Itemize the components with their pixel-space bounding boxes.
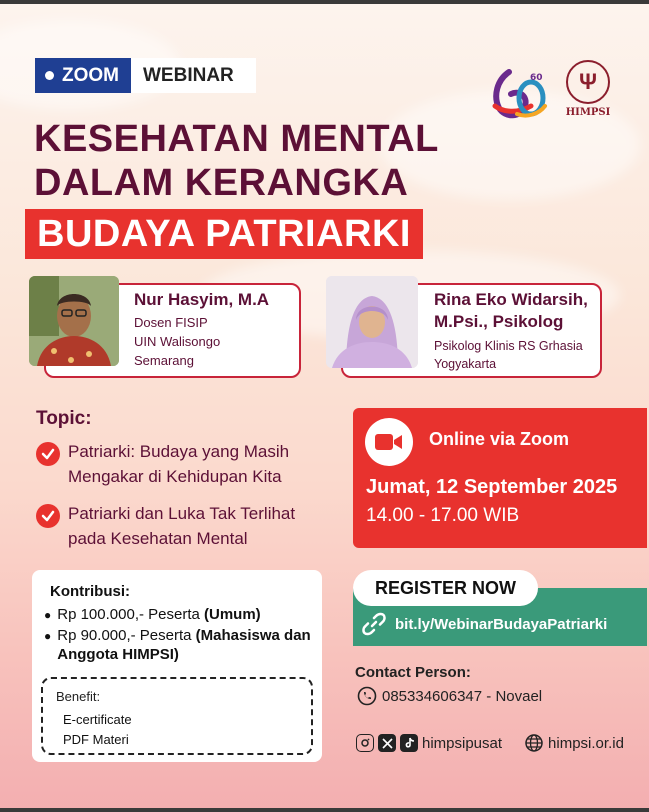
- dot-icon: [45, 71, 54, 80]
- speaker-name-1: Nur Hasyim, M.A: [134, 290, 270, 309]
- speaker-name-2: Rina Eko Widarsih, M.Psi., Psikolog: [434, 290, 588, 332]
- himpsi-emblem-icon: Ψ: [566, 60, 610, 104]
- whatsapp-icon: [357, 686, 377, 706]
- topic-item-2: Patriarki dan Luka Tak Terlihat pada Kesehatan Mental: [36, 502, 336, 551]
- social-handle[interactable]: himpsipusat: [422, 734, 503, 752]
- event-info-box: [353, 408, 647, 548]
- x-twitter-icon[interactable]: [378, 734, 396, 752]
- website-link[interactable]: himpsi.or.id: [548, 734, 624, 752]
- zoom-label-box: [35, 58, 131, 93]
- page-title-line1: KESEHATAN MENTAL: [34, 118, 439, 160]
- link-icon: [361, 611, 387, 637]
- contact-phone[interactable]: 085334606347 - Novael: [382, 687, 543, 705]
- check-icon: [36, 504, 60, 528]
- register-now-button[interactable]: REGISTER NOW: [353, 570, 538, 606]
- social-row: [356, 733, 624, 753]
- anniversary-60-logo: [487, 62, 549, 124]
- webinar-label: WEBINAR: [131, 58, 256, 93]
- topic-heading: Topic:: [36, 408, 92, 429]
- video-camera-icon: [365, 418, 413, 466]
- zoom-webinar-tag: [35, 58, 256, 93]
- contact-phone-row: [357, 686, 542, 706]
- check-icon: [36, 442, 60, 466]
- speaker-photo-1: [29, 276, 119, 366]
- register-url[interactable]: bit.ly/WebinarBudayaPatriarki: [395, 615, 608, 633]
- contribution-heading: Kontribusi:: [50, 583, 130, 600]
- price-item-1: ● Rp 100.000,- Peserta (Umum): [44, 606, 261, 623]
- himpsi-logo-label: HIMPSI: [565, 107, 611, 118]
- benefit-item: E-certificate: [63, 712, 132, 727]
- benefit-box: [41, 677, 313, 755]
- benefit-heading: Benefit:: [56, 689, 101, 704]
- speaker-photo-2: [326, 276, 418, 368]
- page-title-highlight: BUDAYA PATRIARKI: [25, 209, 423, 259]
- contribution-box: [32, 570, 322, 762]
- page-title-line2: DALAM KERANGKA: [34, 162, 409, 204]
- speaker-role-1: Dosen FISIP UIN Walisongo Semarang: [134, 315, 221, 368]
- price-item-2: ● Rp 90.000,- Peserta (Mahasiswa dan Anggota HIMPSI): [44, 626, 311, 663]
- benefit-item: PDF Materi: [63, 731, 129, 747]
- instagram-icon[interactable]: [356, 734, 374, 752]
- logo-60-text: 60: [530, 73, 543, 83]
- bottom-border: [0, 808, 649, 812]
- event-date: Jumat, 12 September 2025: [366, 476, 618, 498]
- event-time: 14.00 - 17.00 WIB: [366, 505, 520, 526]
- himpsi-logo: [562, 60, 614, 118]
- topic-item-1: Patriarki: Budaya yang Masih Mengakar di Kehidupan Kita: [36, 440, 336, 489]
- event-mode: Online via Zoom: [429, 429, 570, 449]
- speaker-role-2: Psikolog Klinis RS Grhasia Yogyakarta: [434, 339, 583, 372]
- zoom-label: ZOOM: [62, 64, 119, 86]
- top-border: [0, 0, 649, 4]
- globe-icon: [524, 733, 544, 753]
- contact-heading: Contact Person:: [355, 664, 471, 681]
- tiktok-icon[interactable]: [400, 734, 418, 752]
